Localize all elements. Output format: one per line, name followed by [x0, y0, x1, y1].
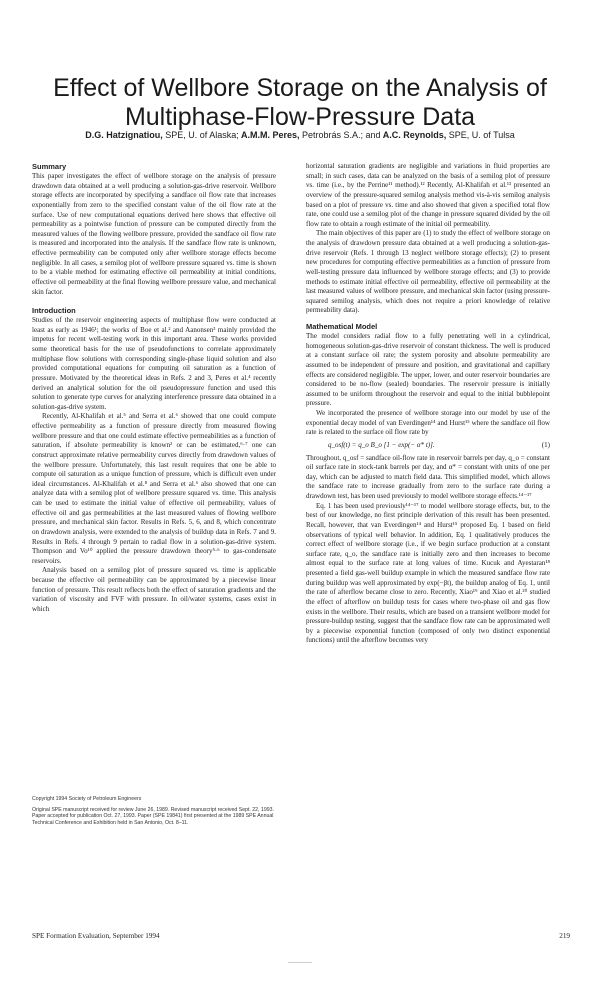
model-paragraph: The model considers radial flow to a fully penetrating well in a cylindrical, homogeneous solution-gas-drive reservoir of constant thickness. The well is produced at a constant surface oil rate; the system porosity and absolute permeability are assumed to be independent of pressure and position, and gravitational and capillary effects are considered negligible. The upper, lower, and outer reservoir boundaries are considered to be no-flow (sealed) boundaries. The reservoir pressure is initially assumed to be uniform throughout the reservoir and equal to the initial bubblepoint pressure. — [306, 332, 550, 408]
intro-paragraph-2: Recently, Al-Khalifah et al.⁵ and Serra et al.⁶ showed that one could compute effective permeability as a function of pressure directly from measured flowing wellbore pressure and that one could estimate effective permeabilities as a function of saturation, if absolute permeability is known² or can be estimated,⁶·⁷ one can construct approximate relative permeability curves directly from drawdown values of the wellbore pressure. Unfortunately, this last result requires that one be able to compute oil saturation as a unique function of pressure, which is difficult even under ideal circumstances. Al-Khalifah et al.⁸ and Serra et al.⁶ also showed that one can analyze data with a semilog plot of wellbore pressure squared vs. time. This analysis can be used to estimate the initial value of effective oil permeability, values of effective oil and gas permeabilities at the last measured values of flowing wellbore pressure, and mechanical skin factor. Results in Refs. 5, 6, and 8, which concentrate on drawdown analysis, were extended to the analysis of buildup data in Refs. 7 and 9. Results in Refs. 4 through 9 pertain to radial flow in a solution-gas-drive system. Thompson and Vo¹⁰ applied the pressure drawdown theory⁵·⁶ to gas-condensate reservoirs. — [32, 412, 276, 565]
summary-heading: Summary — [32, 162, 67, 171]
author-1-affiliation: SPE, U. of Alaska; — [162, 130, 239, 140]
journal-name: SPE Formation Evaluation, September 1994 — [32, 932, 160, 940]
summary-text: This paper investigates the effect of wellbore storage on the analysis of pressure drawdown data obtained at a well producing a solution-gas-drive reservoir. Wellbore storage effects are incorporated by specifying a sandface oil flow rate that increases exponentially from zero to the specified constant value of the oil flow rate at the surface. Use of new computational equations derived here shows that effective oil permeability as a pointwise function of pressure can be computed directly from the measured values of the flowing wellbore pressure, provided the sandface oil flow rate is measured and incorporated into the analysis. If the sandface flow rate is unknown, effective permeability can be computed only after wellbore storage effects become negligible. In all cases, a semilog plot of wellbore pressure squared vs. time is shown to be a viable method for estimating effective oil permeability at initial conditions, effective oil permeability at the final flowing wellbore pressure value, and mechanical skin factor. — [32, 172, 276, 296]
left-column — [32, 162, 276, 615]
introduction-heading: Introduction — [32, 306, 76, 316]
equation-1-body: q_osf(t) = q_o B_o [1 − exp(− α* t)]. — [328, 440, 435, 449]
page-number: 219 — [559, 932, 570, 940]
mathematical-model-heading: Mathematical Model — [306, 322, 378, 331]
manuscript-note: Original SPE manuscript received for review June 26, 1989. Revised manuscript received Sept. 22, 1993. Paper accepted for publication Oct. 27, 1993. Paper (SPE 19841) first presented at the 1989 SPE Annual Technical Conference and Exhibition held in San Antonio, Oct. 8–11. — [32, 806, 274, 826]
author-line — [30, 130, 570, 141]
copyright-block — [32, 796, 276, 830]
page-divider — [288, 962, 312, 963]
author-1-name: D.G. Hatzignatiou, — [85, 130, 163, 140]
equation-1-number: (1) — [541, 440, 550, 449]
equation-1 — [306, 441, 550, 451]
wellbore-storage-paragraph: We incorporated the presence of wellbore storage into our model by use of the exponential decay model of van Everdingen¹⁴ and Hurst¹⁵ where the sandface oil flow rate is related to the surface oil flow rate by — [306, 409, 550, 437]
paper-title: Effect of Wellbore Storage on the Analysis of Multiphase-Flow-Pressure Data — [53, 74, 547, 131]
objectives-paragraph: The main objectives of this paper are (1) to study the effect of wellbore storage on the analysis of drawdown pressure data obtained at a well producing a solution-gas-drive reservoir (Refs. 1 through 13 neglect wellbore storage effects); (2) to present new procedures for computing effective permeabilities as a function of pressure from well-testing pressure data influenced by wellbore storage effects; and (3) to provide methods to estimate initial effective oil permeability, effective oil permeability at the last measured values of wellbore pressure, and mechanical skin factor (using pressure-squared semilog analysis, which does not require a priori knowledge of relative permeability data). — [306, 229, 550, 315]
intro-paragraph-3: Analysis based on a semilog plot of pressure squared vs. time is applicable because the effective oil permeability can be approximated by a piecewise linear function of pressure. This result reflects both the effect of saturation gradients and the variation of viscosity and FVF with pressure. In oil/water systems, cases exist in which — [32, 566, 276, 613]
eq1-discussion-paragraph: Eq. 1 has been used previously¹⁴⁻¹⁷ to model wellbore storage effects, but, to the best of our knowledge, no first principle derivation of this result has been presented. Recall, however, that van Everdingen¹⁴ and Hurst¹⁵ proposed Eq. 1 based on field observations of typical well behavior. In addition, Eq. 1 qualitatively produces the correct effect of wellbore storage (i.e., if we begin surface production at a constant surface rate, q_o, the sandface rate is initially zero and then increases to become almost equal to the surface rate at long values of time. Kucuk and Ayestaran¹⁸ presented a field gas-well buildup example in which the measured sandface flow rate during buildup was well approximated by exp(−βt), the buildup analog of Eq. 1, until the rate of afterflow became close to zero. Recently, Xiao¹⁹ and Xiao et al.²⁰ studied the effect of afterflow on buildup tests for cases where two-phase oil and gas flow exists in the wellbore. Their results, which are based on a transient wellbore model for pressure-buildup testing, suggest that the sandface flow rate can be approximated well by a piecewise exponential function (composed of only two distinct exponential functions) until the afterflow becomes very — [306, 501, 550, 645]
author-3-affiliation: SPE, U. of Tulsa — [446, 130, 515, 140]
definitions-paragraph: Throughout, q_osf = sandface oil-flow rate in reservoir barrels per day, q_o = constant oil surface rate in stock-tank barrels per day, and α* = constant with units of one per day, which can be adjusted to match field data. This simplified model, which allows the sandface rate to increase gradually from zero to the surface rate during a drawdown test, has been used previously to model wellbore storage effects.¹⁴⁻¹⁷ — [306, 453, 550, 500]
author-2-name: A.M.M. Peres, — [238, 130, 300, 140]
copyright-line: Copyright 1994 Society of Petroleum Engineers — [32, 796, 142, 802]
author-2-affiliation: Petrobrás S.A.; and — [299, 130, 381, 140]
right-column — [306, 162, 550, 646]
intro-paragraph-1: Studies of the reservoir engineering aspects of multiphase flow were conducted at least as early as 1946¹; the works of Boe et al.² and Aanonsen³ mainly provided the impetus for recent well-testing work in this important area. These works provided some theoretical basis for the use of pseudofunctions to correlate approximately multiphase flow solutions with corresponding single-phase liquid solution and also provided computational equations for computing oil saturation as a function of pressure. Motivated by the theoretical ideas in Refs. 2 and 3, Peres et al.⁴ recently derived an analytical solution for the oil pseudopressure function and used this solution to generate type curves for analyzing interference pressure data obtained in a solution-gas-drive system. — [32, 316, 276, 411]
author-3-name: A.C. Reynolds, — [380, 130, 447, 140]
right-paragraph-1: horizontal saturation gradients are negligible and variations in fluid properties are small; in such cases, data can be analyzed on the basis of a semilog plot of pressure vs. time (i.e., by the Perrine¹¹ method).¹² Recently, Al-Khalifah et al.¹³ presented an overview of the pressure-squared semilog analysis method vis-à-vis semilog analysis based on a plot of pressure vs. time and also showed that given a specified total flow rate, one could use a semilog plot of the change in pressure squared divided by the oil flow rate to obtain a rough estimate of the initial oil permeability. — [306, 162, 550, 228]
page-footer — [32, 932, 570, 940]
